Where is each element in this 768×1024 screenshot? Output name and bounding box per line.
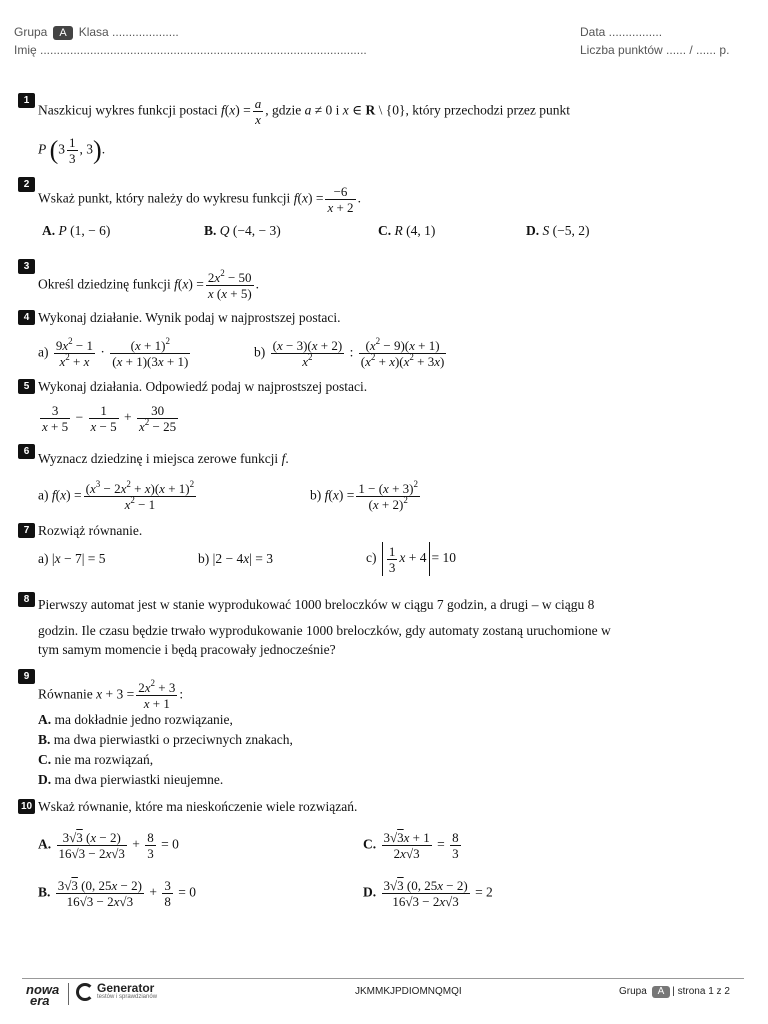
generator-g-icon — [76, 983, 94, 1001]
class-field: Klasa .................... — [78, 25, 179, 39]
date-field: Data ................ — [580, 25, 663, 39]
task-number: 6 — [18, 444, 35, 459]
test-code: JKMMKJPDIOMNQMQI — [355, 986, 462, 997]
task-2-option-c: C. R (4, 1) — [378, 223, 436, 238]
task-9-answer: D. ma dwa pierwiastki nieujemne. — [38, 772, 224, 787]
task-10-option-a: A. $\frac{3√3 (x - 2)}{16√3 - 2x√3}$ + $\frac{8}{3}$ = 0 — [38, 830, 179, 861]
task-2-text: Wskaż punkt, który należy do wykresu funkcji f(x) = $\frac{-6}{x + 2}$ . — [38, 184, 361, 215]
footer-divider — [22, 978, 744, 979]
task-9-answer: B. ma dwa pierwiastki o przeciwnych znakach, — [38, 732, 293, 747]
name-field: Imię .................................................................................................. — [14, 43, 367, 57]
task-number: 8 — [18, 592, 35, 607]
task-7-c: c) $\frac{1}{3}$ x + 4 = 10 — [366, 543, 456, 575]
task-3-text: Określ dziedzinę funkcji f(x) = $\frac{2x^2 - 50}{x (x + 5)}$ . — [38, 268, 260, 301]
task-10-option-d: D. $\frac{3√3 (0, 25x - 2)}{16√3 - 2x√3}$ = 2 — [363, 878, 493, 909]
task-10-option-b: B. $\frac{3√3 (0, 25x - 2)}{16√3 - 2x√3}$ + $\frac{3}{8}$ = 0 — [38, 878, 196, 909]
task-9-answer: C. nie ma rozwiązań, — [38, 752, 154, 767]
task-4-b: b) $\frac{(x - 3)(x + 2)}{x^2}$ : $\frac{(x^2 - 9)(x + 1)}{(x^2 + x)(x^2 + 3x)}$ — [254, 336, 445, 369]
group-label: Grupa — [14, 25, 48, 39]
task-number: 10 — [18, 799, 35, 814]
task-4-text: Wykonaj działanie. Wynik podaj w najprostszej postaci. — [38, 310, 341, 325]
group-field — [14, 25, 179, 40]
points-field: Liczba punktów ...... / ...... p. — [580, 43, 730, 57]
task-6-text: Wyznacz dziedzinę i miejsca zerowe funkcji f. — [38, 451, 289, 466]
task-8-line: godzin. Ile czasu będzie trwało wyprodukowanie 1000 breloczków, gdy automaty zostaną uruchomione w — [38, 623, 611, 638]
task-4-a: a) $\frac{9x^2 - 1}{x^2 + x}$ · $\frac{(x + 1)^2}{(x + 1)(3x + 1)}$ — [38, 336, 189, 369]
task-number: 7 — [18, 523, 35, 538]
task-7-text: Rozwiąż równanie. — [38, 523, 143, 538]
task-5-expression: $\frac{3}{x + 5}$ − $\frac{1}{x - 5}$ + $\frac{30}{x^2 - 25}$ — [42, 403, 177, 434]
task-10-text: Wskaż równanie, które ma nieskończenie wiele rozwiązań. — [38, 799, 358, 814]
footer-group-badge: A — [652, 986, 671, 998]
task-number: 1 — [18, 93, 35, 108]
task-9-answer: A. ma dokładnie jedno rozwiązanie, — [38, 712, 233, 727]
logo-separator — [68, 983, 69, 1005]
task-number: 9 — [18, 669, 35, 684]
task-10-option-c: C. $\frac{3√3x + 1}{2x√3}$ = $\frac{8}{3}$ — [363, 830, 459, 861]
task-2-option-a: A. P (1, − 6) — [42, 223, 111, 238]
task-number: 5 — [18, 379, 35, 394]
task-2-option-d: D. S (−5, 2) — [526, 223, 590, 238]
task-8-line: tym samym momencie i będą pracowały jednocześnie? — [38, 642, 336, 657]
nowa-era-logo: nowa era — [26, 982, 60, 1008]
task-1-point: P (3 $\frac{1}{3}$ , 3). — [38, 135, 106, 166]
task-6-a: a) f(x) = $\frac{(x^3 - 2x^2 + x)(x + 1)^2}{x^2 - 1}$ — [38, 479, 195, 512]
task-7-a: a) |x − 7| = 5 — [38, 551, 106, 566]
task-number: 2 — [18, 177, 35, 192]
generator-logo: Generator testów i sprawdzianów — [76, 982, 157, 1001]
footer-page-info: Grupa A | strona 1 z 2 — [619, 986, 730, 997]
task-7-b: b) |2 − 4x| = 3 — [198, 551, 274, 566]
group-badge: A — [53, 26, 72, 40]
task-2-option-b: B. Q (−4, − 3) — [204, 223, 281, 238]
task-1-text: Naszkicuj wykres funkcji postaci f(x) = $\frac{a}{x}$ , gdzie a ≠ 0 i x ∈ R \ {0}, który przechodzi przez punkt — [38, 96, 571, 127]
task-number: 3 — [18, 259, 35, 274]
task-8-line: Pierwszy automat jest w stanie wyprodukować 1000 breloczków w ciągu 7 godzin, a drugi – w ciągu 8 — [38, 597, 595, 612]
task-number: 4 — [18, 310, 35, 325]
task-9-text: Równanie x + 3 = $\frac{2x^2 + 3}{x + 1}$ : — [38, 678, 184, 711]
task-5-text: Wykonaj działania. Odpowiedź podaj w najprostszej postaci. — [38, 379, 368, 394]
task-6-b: b) f(x) = $\frac{1 - (x + 3)^2}{(x + 2)^2}$ — [310, 479, 418, 512]
